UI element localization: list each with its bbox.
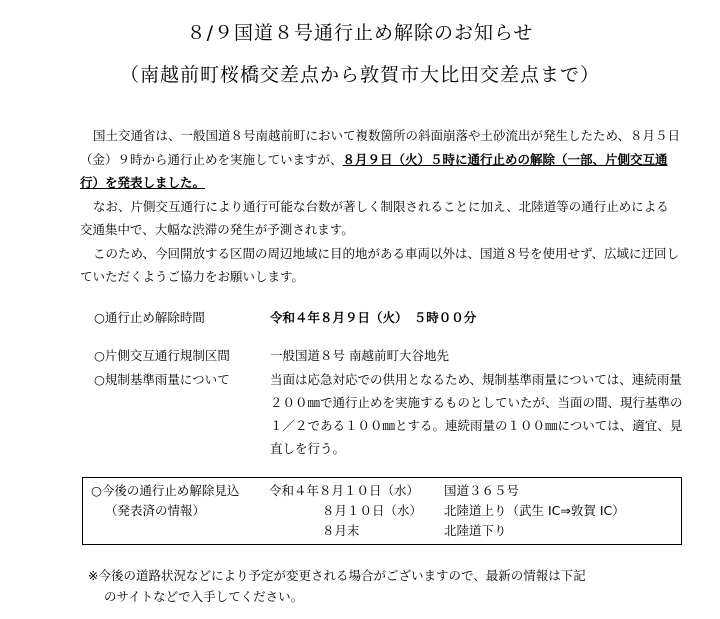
- rainfall-value: 当面は応急対応での供用となるため、規制基準雨量については、連続雨量２００㎜で通行止めを実施するものとしていたが、当面の間、現行基準の１／２である１００㎜とする。連続雨量の１００㎜については、適宜、見直しを行う。: [270, 372, 683, 456]
- announcement-highlight: ８月９日（火）５時に通行止めの解除（一部、片側交互通行）を発表しました。: [80, 151, 668, 190]
- release-time-value: 令和４年８月９日（火） ５時００分: [270, 310, 477, 325]
- release-time-label: ○通行止め解除時間: [94, 310, 205, 325]
- footnote-line-2: のサイトなどで入手してください。: [104, 589, 304, 604]
- outlook-date: 令和４年８月１０日（水）: [269, 483, 420, 498]
- rainfall-label: ○規制基準雨量について: [94, 372, 230, 387]
- paragraph-1: [80, 124, 680, 195]
- outlook-road: 北陸道下り: [444, 523, 507, 538]
- footnote: [88, 565, 688, 607]
- outlook-label: ○今後の通行止め解除見込: [91, 483, 240, 498]
- outlook-date: ８月１０日（水）: [322, 503, 423, 518]
- alternating-section-value: 一般国道８号 南越前町大谷地先: [270, 348, 449, 363]
- outlook-sublabel: （発表済の情報）: [105, 503, 206, 518]
- paragraph-2: なお、片側交互通行により通行可能な台数が著しく制限されることに加え、北陸道等の通行止めによる交通集中で、大幅な渋滞の発生が予測されます。: [80, 198, 669, 237]
- alternating-section-label: ○片側交互通行規制区間: [94, 348, 230, 363]
- paragraph-1-text: 国土交通省は、一般国道８号南越前町において複数箇所の斜面崩落や土砂流出が発生したため、８月５日（金）９時から通行止めを実施していますが、: [80, 128, 681, 167]
- page-subtitle: （南越前町桜橋交差点から敦賀市大比田交差点まで）: [119, 64, 600, 86]
- body-paragraphs: [80, 124, 680, 289]
- paragraph-3: このため、今回開放する区間の周辺地域に目的地がある車両以外は、国道８号を使用せず、広域に迂回していただくようご協力をお願いします。: [80, 245, 680, 284]
- outlook-road: 北陸道上り（武生 IC⇒敦賀 IC）: [444, 503, 625, 518]
- page-title: ８/９国道８号通行止め解除のお知らせ: [186, 22, 534, 44]
- footnote-line-1: ※今後の道路状況などにより予定が変更される場合がございますので、最新の情報は下記: [88, 568, 586, 583]
- outlook-road: 国道３６５号: [444, 483, 520, 498]
- outlook-box: [82, 477, 682, 545]
- outlook-date: ８月末: [322, 523, 360, 538]
